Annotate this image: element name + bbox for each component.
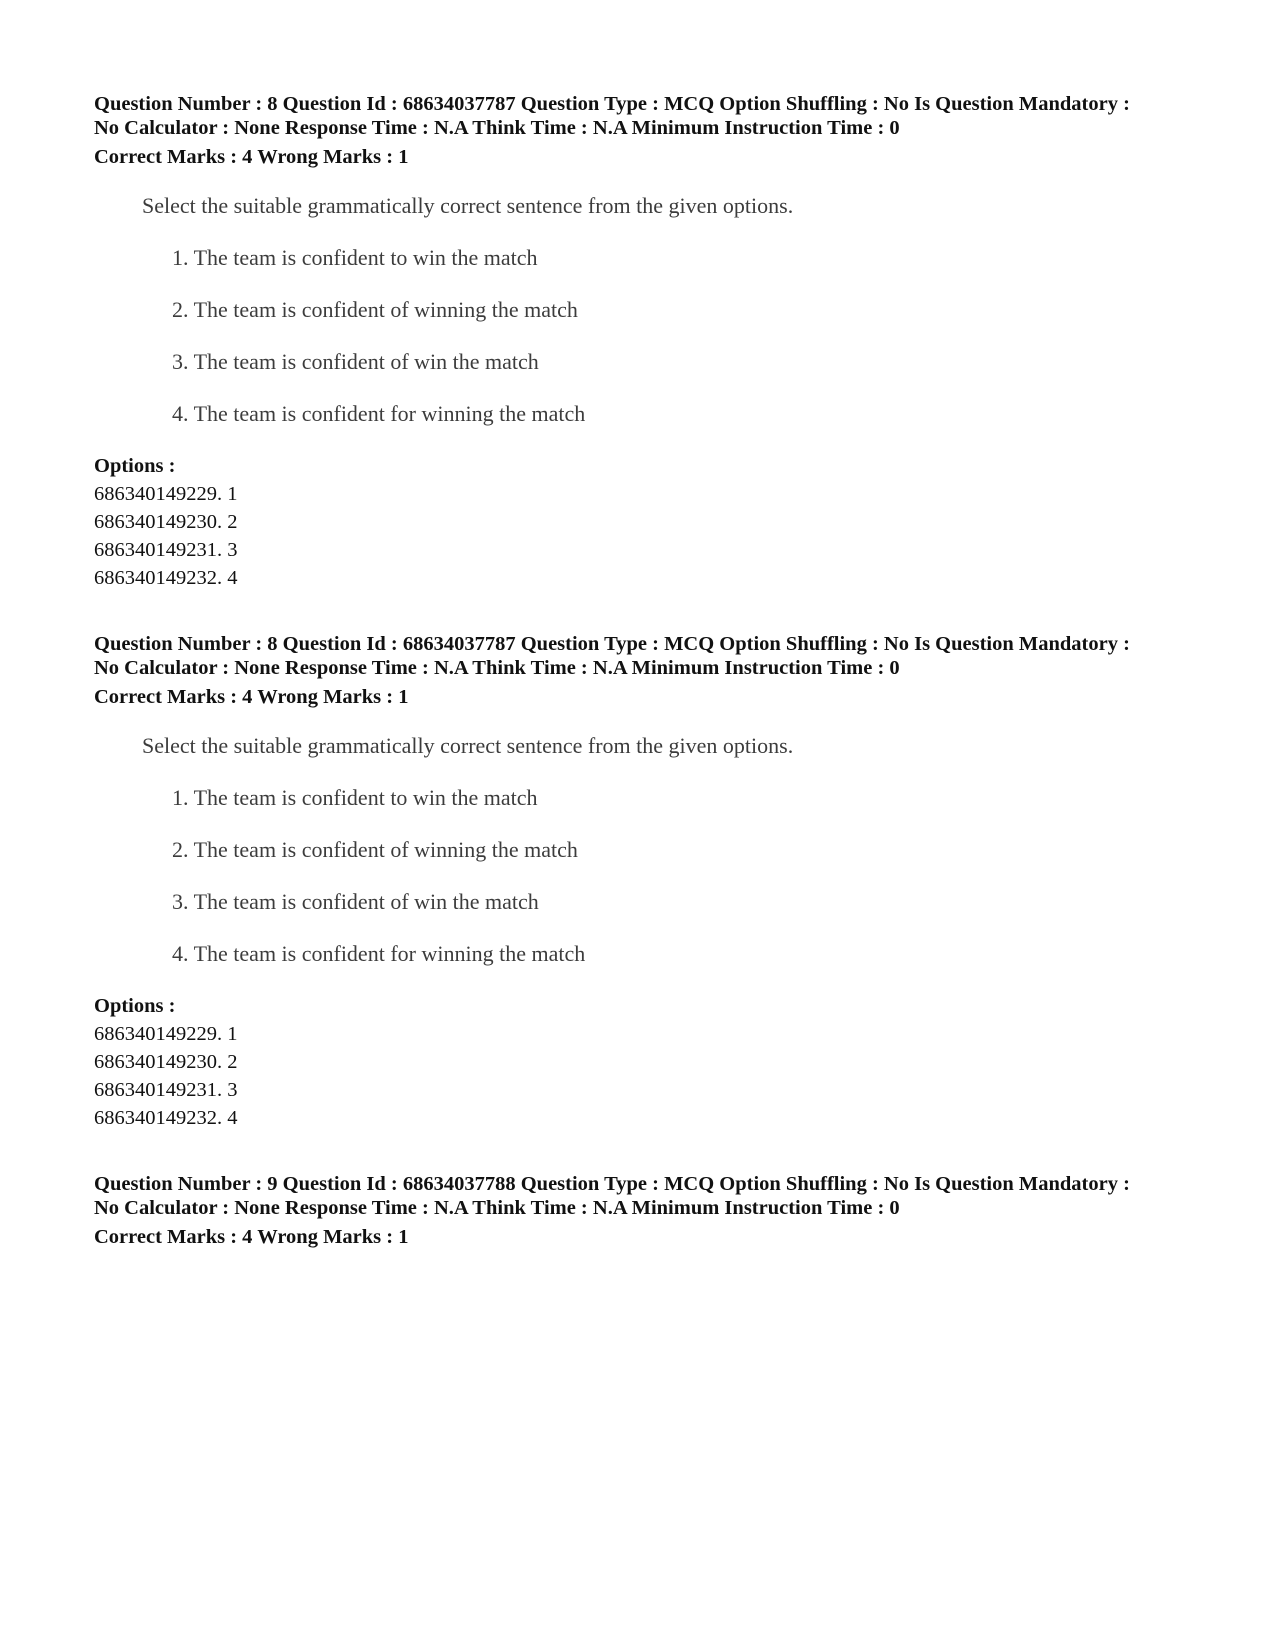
question-meta-line-1: Question Number : 8 Question Id : 68634037787 Question Type : MCQ Option Shuffling : No Is Question Mandatory : (94, 93, 1130, 115)
question-meta-line-2: No Calculator : None Response Time : N.A Think Time : N.A Minimum Instruction Time : 0 (94, 657, 900, 679)
question-marks: Correct Marks : 4 Wrong Marks : 1 (94, 686, 409, 708)
question-choice-2: 2. The team is confident of winning the match (172, 297, 578, 322)
option-id-1: 686340149229. 1 (94, 1023, 238, 1045)
question-choice-1: 1. The team is confident to win the match (172, 245, 538, 270)
options-label: Options : (94, 455, 176, 477)
question-choice-3: 3. The team is confident of win the match (172, 889, 539, 914)
question-block-1 (94, 92, 1194, 589)
question-marks: Correct Marks : 4 Wrong Marks : 1 (94, 146, 409, 168)
option-id-4: 686340149232. 4 (94, 1107, 238, 1129)
option-id-2: 686340149230. 2 (94, 1051, 238, 1073)
question-choice-4: 4. The team is confident for winning the match (172, 941, 586, 966)
question-marks: Correct Marks : 4 Wrong Marks : 1 (94, 1226, 409, 1248)
question-meta-line-2: No Calculator : None Response Time : N.A Think Time : N.A Minimum Instruction Time : 0 (94, 1197, 900, 1219)
question-text: Select the suitable grammatically correct sentence from the given options. (142, 733, 794, 758)
option-id-3: 686340149231. 3 (94, 1079, 238, 1101)
question-meta-line-1: Question Number : 9 Question Id : 68634037788 Question Type : MCQ Option Shuffling : No Is Question Mandatory : (94, 1173, 1130, 1195)
question-choice-4: 4. The team is confident for winning the match (172, 401, 586, 426)
question-choice-3: 3. The team is confident of win the match (172, 349, 539, 374)
question-block-3 (94, 1172, 1194, 1249)
question-block-2 (94, 632, 1194, 1129)
option-id-4: 686340149232. 4 (94, 567, 238, 589)
option-id-3: 686340149231. 3 (94, 539, 238, 561)
question-meta-line-2: No Calculator : None Response Time : N.A Think Time : N.A Minimum Instruction Time : 0 (94, 117, 900, 139)
question-choice-1: 1. The team is confident to win the match (172, 785, 538, 810)
options-label: Options : (94, 995, 176, 1017)
question-choice-2: 2. The team is confident of winning the match (172, 837, 578, 862)
option-id-1: 686340149229. 1 (94, 483, 238, 505)
question-text: Select the suitable grammatically correct sentence from the given options. (142, 193, 794, 218)
question-meta-line-1: Question Number : 8 Question Id : 68634037787 Question Type : MCQ Option Shuffling : No Is Question Mandatory : (94, 633, 1130, 655)
option-id-2: 686340149230. 2 (94, 511, 238, 533)
